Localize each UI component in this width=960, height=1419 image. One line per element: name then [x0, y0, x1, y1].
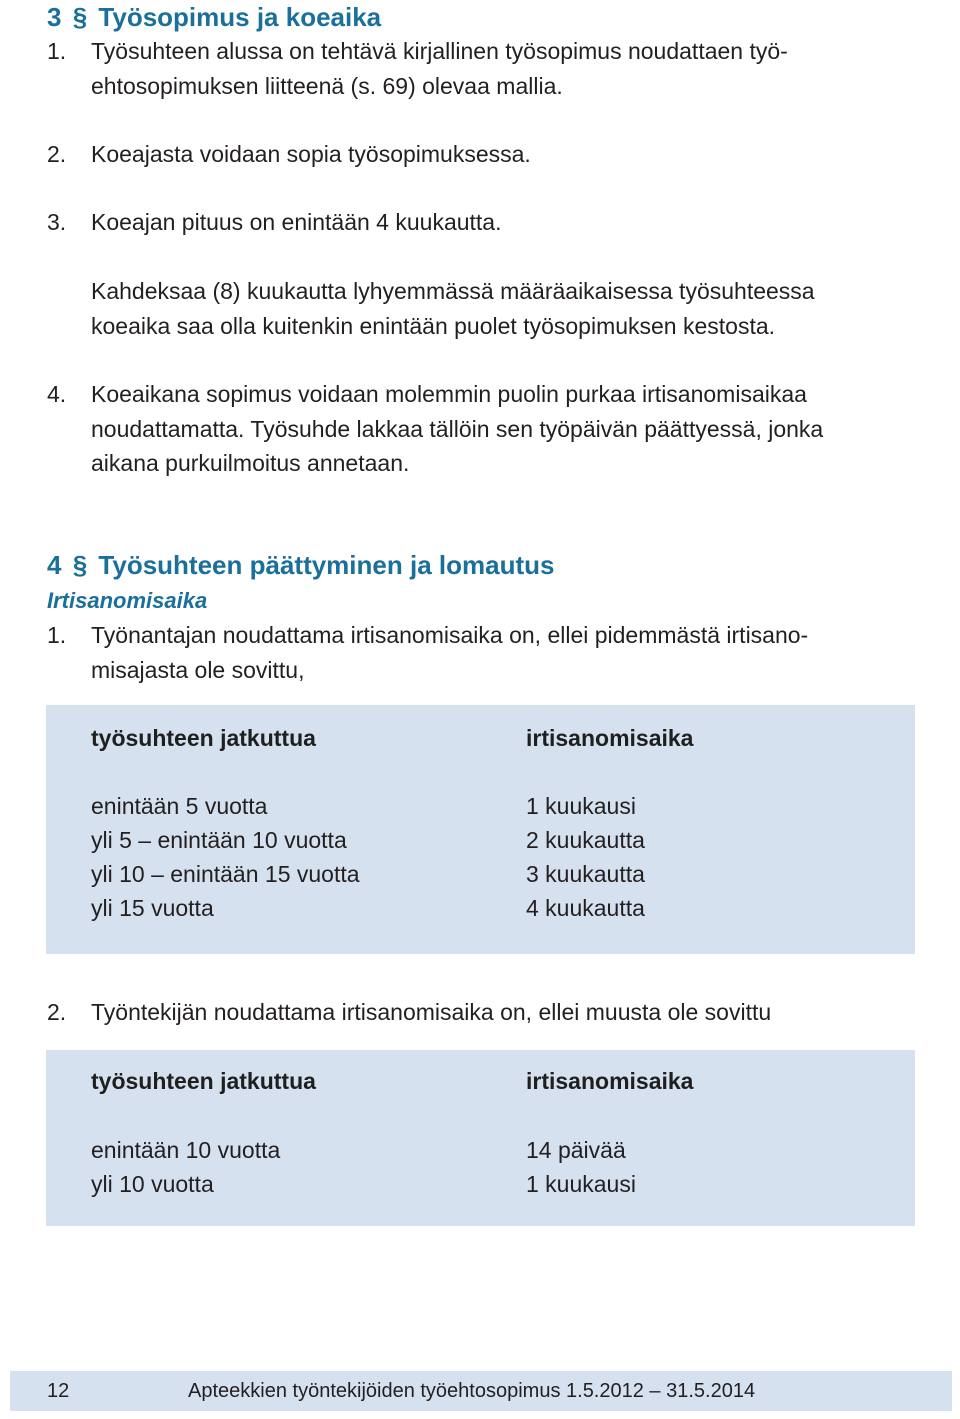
item-line: koeaika saa olla kuitenkin enintään puolet työsopimuksen kestosta. [91, 312, 776, 339]
table-header-duration: työsuhteen jatkuttua [91, 1068, 316, 1094]
section-title: Työsopimus ja koeaika [98, 2, 382, 32]
section-symbol: § [72, 2, 88, 32]
table-cell-duration: yli 10 vuotta [91, 1171, 214, 1197]
notice-period-table-employee [46, 1050, 915, 1226]
page-number: 12 [47, 1380, 70, 1402]
table-header-duration: työsuhteen jatkuttua [91, 725, 316, 751]
item-line: Kahdeksaa (8) kuukautta lyhyemmässä määräaikaisessa työsuhteessa [91, 278, 815, 304]
item-text [91, 205, 502, 240]
item-text [91, 137, 531, 172]
notice-period-table-employer [46, 705, 915, 954]
table-cell-duration: enintään 5 vuotta [91, 793, 268, 819]
item-line: misajasta ole sovittu, [91, 656, 305, 683]
item-text [91, 995, 771, 1030]
subsection-heading: Irtisanomisaika [47, 588, 208, 613]
item-line: Työnantajan noudattama irtisanomisaika on, ellei pidemmästä irtisano- [91, 622, 809, 648]
item-text [91, 377, 823, 481]
item-number: 3. [47, 209, 67, 235]
table-cell-notice: 1 kuukausi [526, 1171, 636, 1197]
section-3-item-3-note [47, 274, 927, 344]
item-line: ehtosopimuksen liitteenä (s. 69) olevaa mallia. [91, 72, 563, 99]
table-header-notice: irtisanomisaika [526, 1068, 694, 1094]
item-number: 1. [47, 622, 67, 648]
table-cell-notice: 2 kuukautta [526, 827, 645, 853]
item-number: 2. [47, 999, 67, 1025]
section-number: 4 [47, 550, 62, 580]
section-3-item-2 [47, 137, 927, 172]
section-3-item-3 [47, 205, 927, 240]
table-cell-duration: yli 15 vuotta [91, 895, 214, 921]
section-4-heading [47, 550, 554, 581]
footer-title: Apteekkien työntekijöiden työehtosopimus 1.5.2012 – 31.5.2014 [188, 1380, 756, 1402]
table-cell-notice: 4 kuukautta [526, 895, 645, 921]
table-cell-notice: 1 kuukausi [526, 793, 636, 819]
item-text [91, 274, 815, 343]
section-3-item-1 [47, 34, 927, 104]
table-cell-duration: enintään 10 vuotta [91, 1137, 281, 1163]
table-header-notice: irtisanomisaika [526, 725, 694, 751]
table-cell-duration: yli 10 – enintään 15 vuotta [91, 861, 360, 887]
page-footer [10, 1371, 952, 1411]
section-title: Työsuhteen päättyminen ja lomautus [98, 550, 555, 580]
item-text [91, 34, 788, 103]
item-number: 4. [47, 381, 67, 407]
item-line: noudattamatta. Työsuhde lakkaa tällöin sen työpäivän päättyessä, jonka [91, 415, 824, 442]
section-number: 3 [47, 2, 62, 32]
section-4-item-2 [47, 995, 927, 1030]
item-number: 2. [47, 141, 67, 167]
item-line: Työsuhteen alussa on tehtävä kirjallinen työsopimus noudattaen työ- [91, 38, 788, 64]
table-cell-notice: 14 päivää [526, 1137, 626, 1163]
item-line: aikana purkuilmoitus annetaan. [91, 450, 410, 476]
section-symbol: § [72, 550, 88, 580]
section-4-item-1 [47, 618, 927, 688]
item-line: Koeaikana sopimus voidaan molemmin puolin purkaa irtisanomisaikaa [91, 381, 807, 407]
item-number: 1. [47, 38, 67, 64]
section-3-heading [47, 2, 381, 33]
section-3-item-4 [47, 377, 927, 482]
item-line: Työntekijän noudattama irtisanomisaika on, ellei muusta ole sovittu [91, 999, 772, 1025]
table-cell-notice: 3 kuukautta [526, 861, 645, 887]
item-text [91, 618, 808, 687]
item-line: Koeajan pituus on enintään 4 kuukautta. [91, 209, 502, 235]
table-cell-duration: yli 5 – enintään 10 vuotta [91, 827, 347, 853]
item-line: Koeajasta voidaan sopia työsopimuksessa. [91, 141, 531, 167]
